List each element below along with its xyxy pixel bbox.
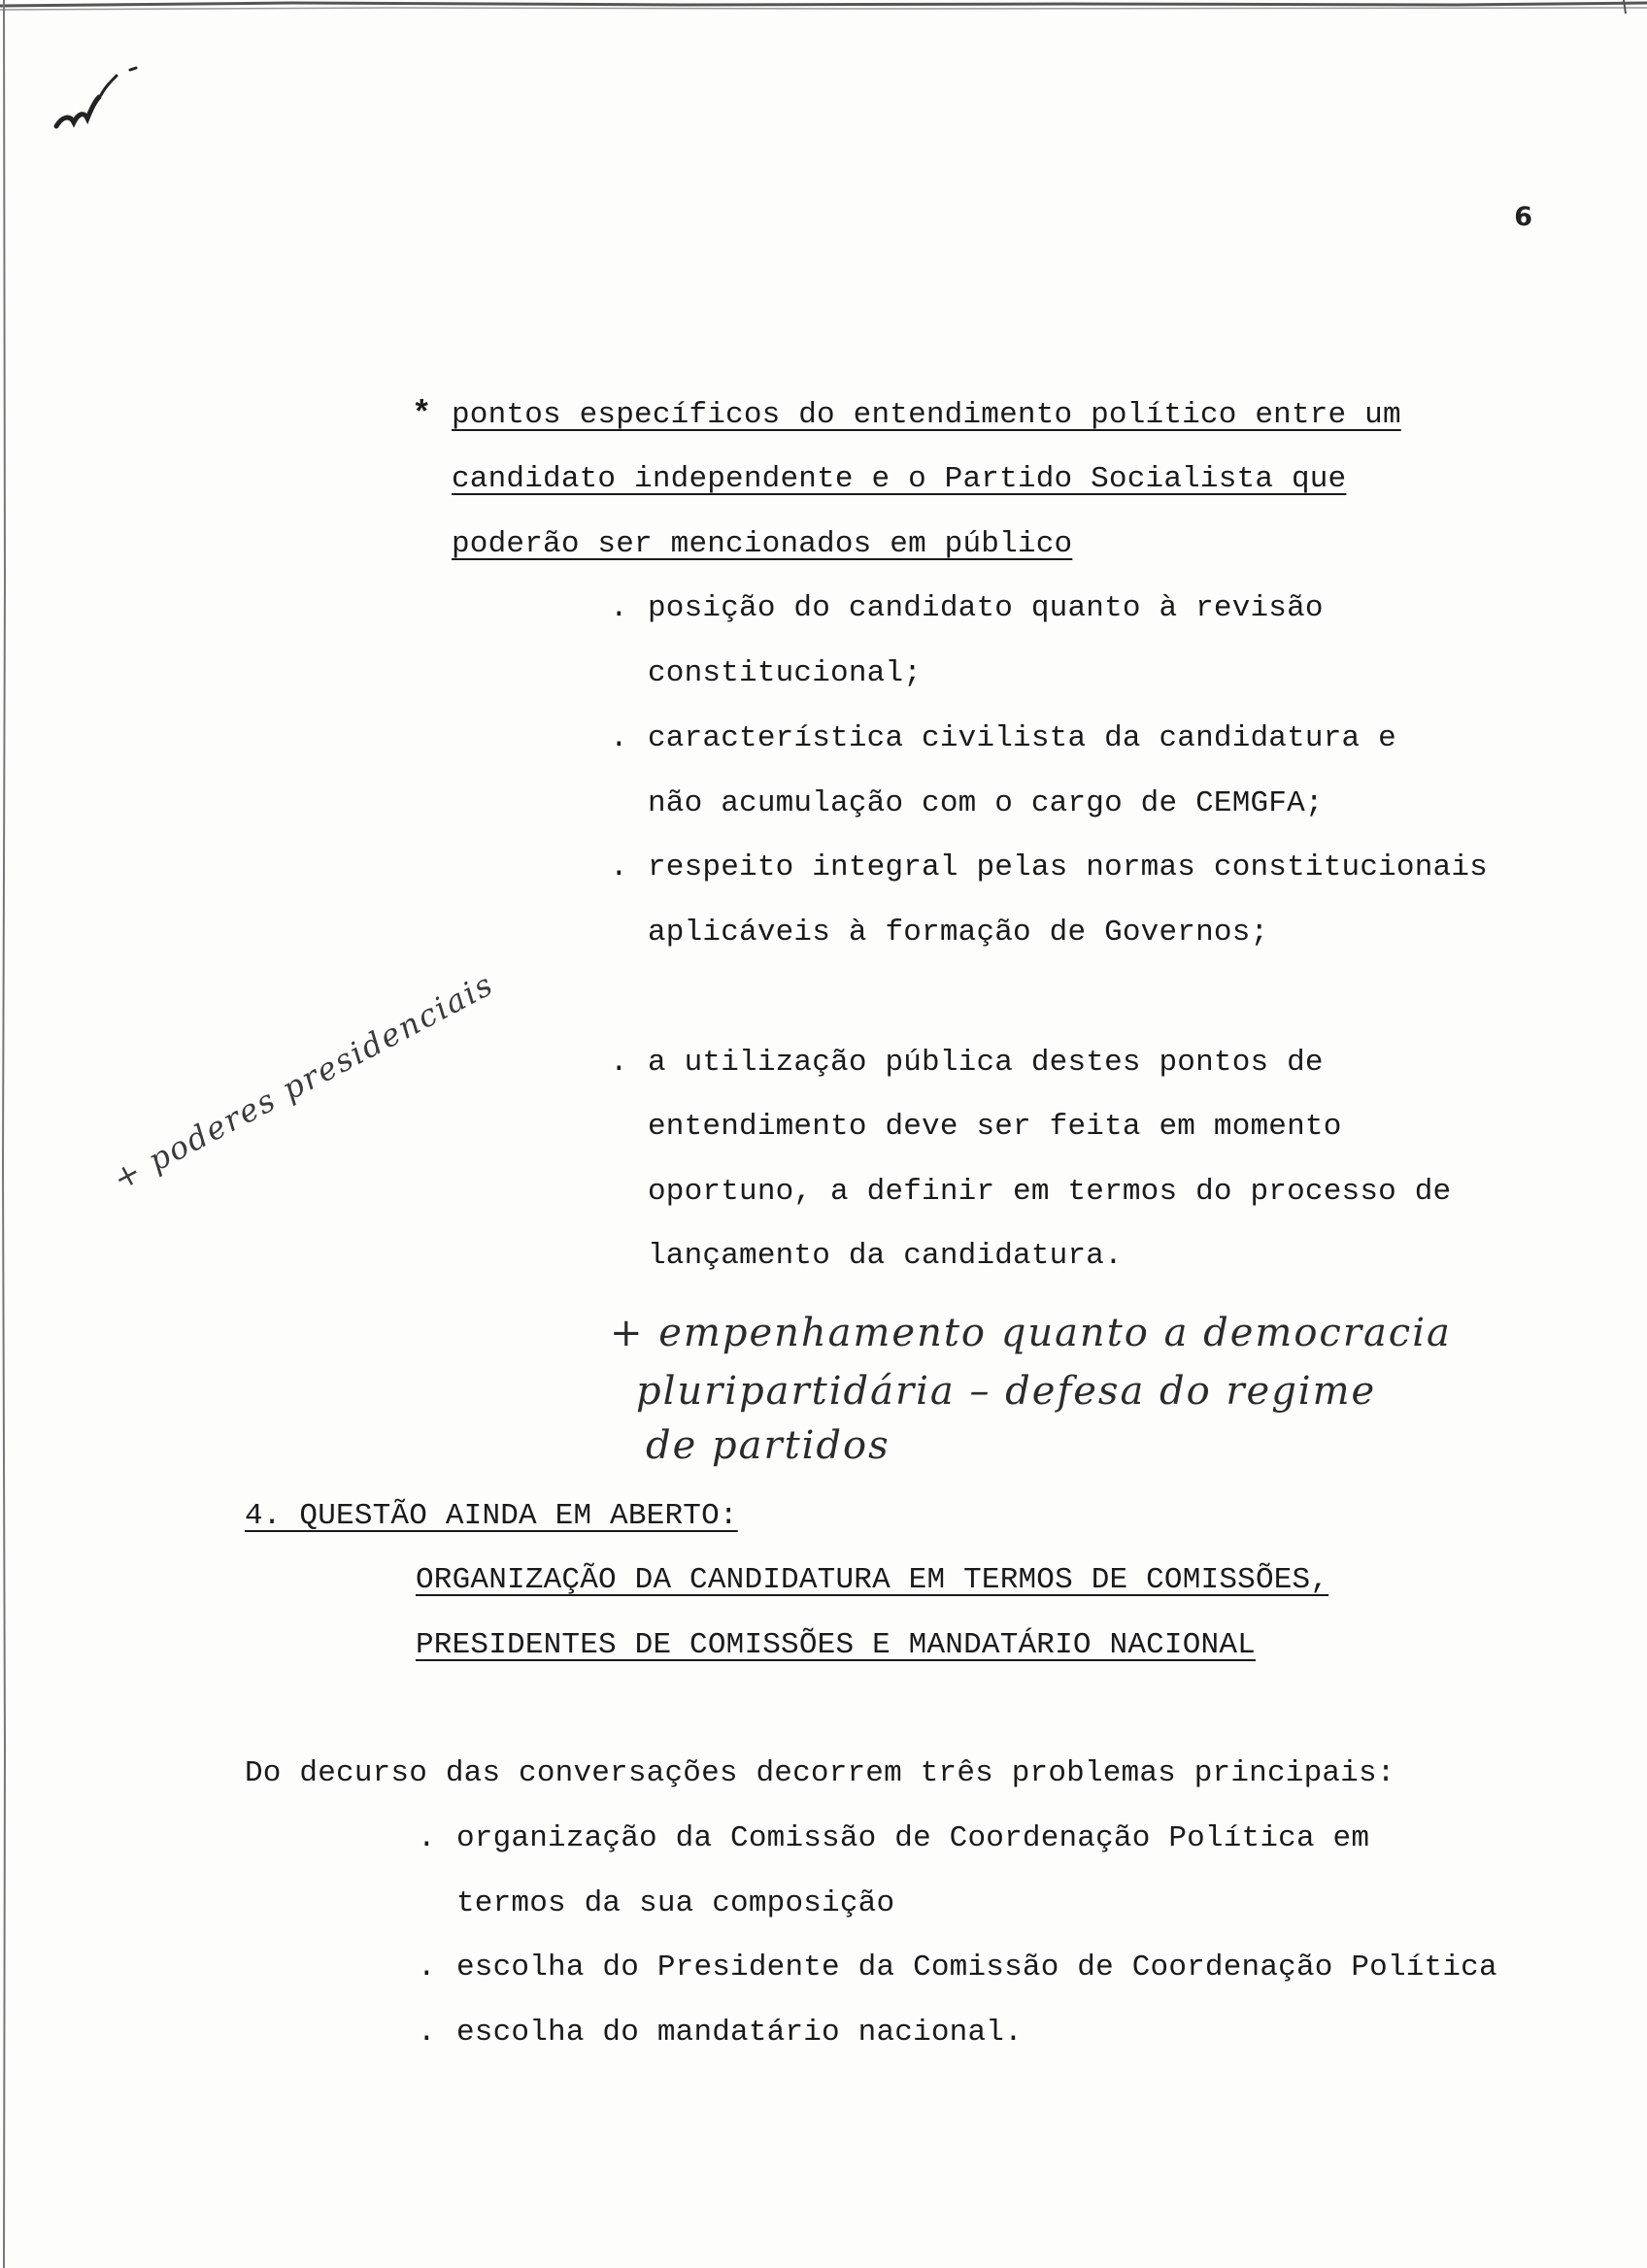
points-item-2: característica civilista da candidatura e	[648, 721, 1396, 755]
points-heading-line-2: candidato independente e o Partido Socialista que	[452, 462, 1347, 496]
points-item-1: posição do candidato quanto à revisão	[648, 591, 1324, 625]
section-4-subheading-line-1: ORGANIZAÇÃO DA CANDIDATURA EM TERMOS DE COMISSÕES,	[416, 1563, 1329, 1597]
conclusion-item-1: organização da Comissão de Coordenação Política em	[456, 1821, 1370, 1855]
conclusion-item-3: escolha do mandatário nacional.	[456, 2016, 1023, 2050]
points-heading-line-3: poderão ser mencionados em público	[452, 527, 1073, 561]
page-number: 6	[1514, 202, 1532, 232]
bullet-dot-icon: .	[610, 591, 628, 625]
bullet-dot-icon: .	[418, 1951, 436, 1984]
points-item-1-cont: constitucional;	[648, 656, 923, 690]
points-item-4-cont-3: lançamento da candidatura.	[648, 1239, 1123, 1273]
points-item-4: a utilização pública destes pontos de	[648, 1046, 1324, 1080]
handwritten-note-line-1: + empenhamento quanto a democracia	[610, 1311, 1452, 1355]
conclusion-item-2: escolha do Presidente da Comissão de Coordenação Política	[456, 1951, 1497, 1984]
bullet-dot-icon: .	[418, 1821, 436, 1855]
conclusion-item-1-cont: termos da sua composição	[456, 1886, 895, 1920]
points-item-3: respeito integral pelas normas constitucionais	[648, 850, 1488, 884]
section-4-subheading-line-2: PRESIDENTES DE COMISSÕES E MANDATÁRIO NACIONAL	[416, 1628, 1256, 1662]
points-item-3-cont: aplicáveis à formação de Governos;	[648, 916, 1269, 950]
points-item-2-cont: não acumulação com o cargo de CEMGFA;	[648, 786, 1324, 820]
bullet-star-icon: *	[412, 397, 432, 434]
bullet-dot-icon: .	[610, 721, 628, 755]
conclusion-intro: Do decurso das conversações decorrem três problemas principais:	[245, 1756, 1395, 1790]
points-heading-line-1: pontos específicos do entendimento político entre um	[452, 398, 1401, 432]
handwritten-margin-note: + poderes presidenciais	[107, 965, 500, 1198]
handwritten-note-line-2: pluripartidária – defesa do regime	[636, 1369, 1377, 1414]
bullet-dot-icon: .	[610, 850, 628, 884]
scan-edge-left	[0, 0, 10, 2268]
points-item-4-cont-1: entendimento deve ser feita em momento	[648, 1110, 1342, 1144]
bullet-dot-icon: .	[418, 2016, 436, 2050]
scan-edge-top	[0, 0, 1647, 14]
handwritten-mark-icon	[49, 58, 155, 146]
points-item-4-cont-2: oportuno, a definir em termos do processo de	[648, 1175, 1452, 1209]
section-4-heading: 4. QUESTÃO AINDA EM ABERTO:	[245, 1499, 738, 1533]
handwritten-note-line-3: de partidos	[646, 1423, 891, 1468]
bullet-dot-icon: .	[610, 1046, 628, 1080]
